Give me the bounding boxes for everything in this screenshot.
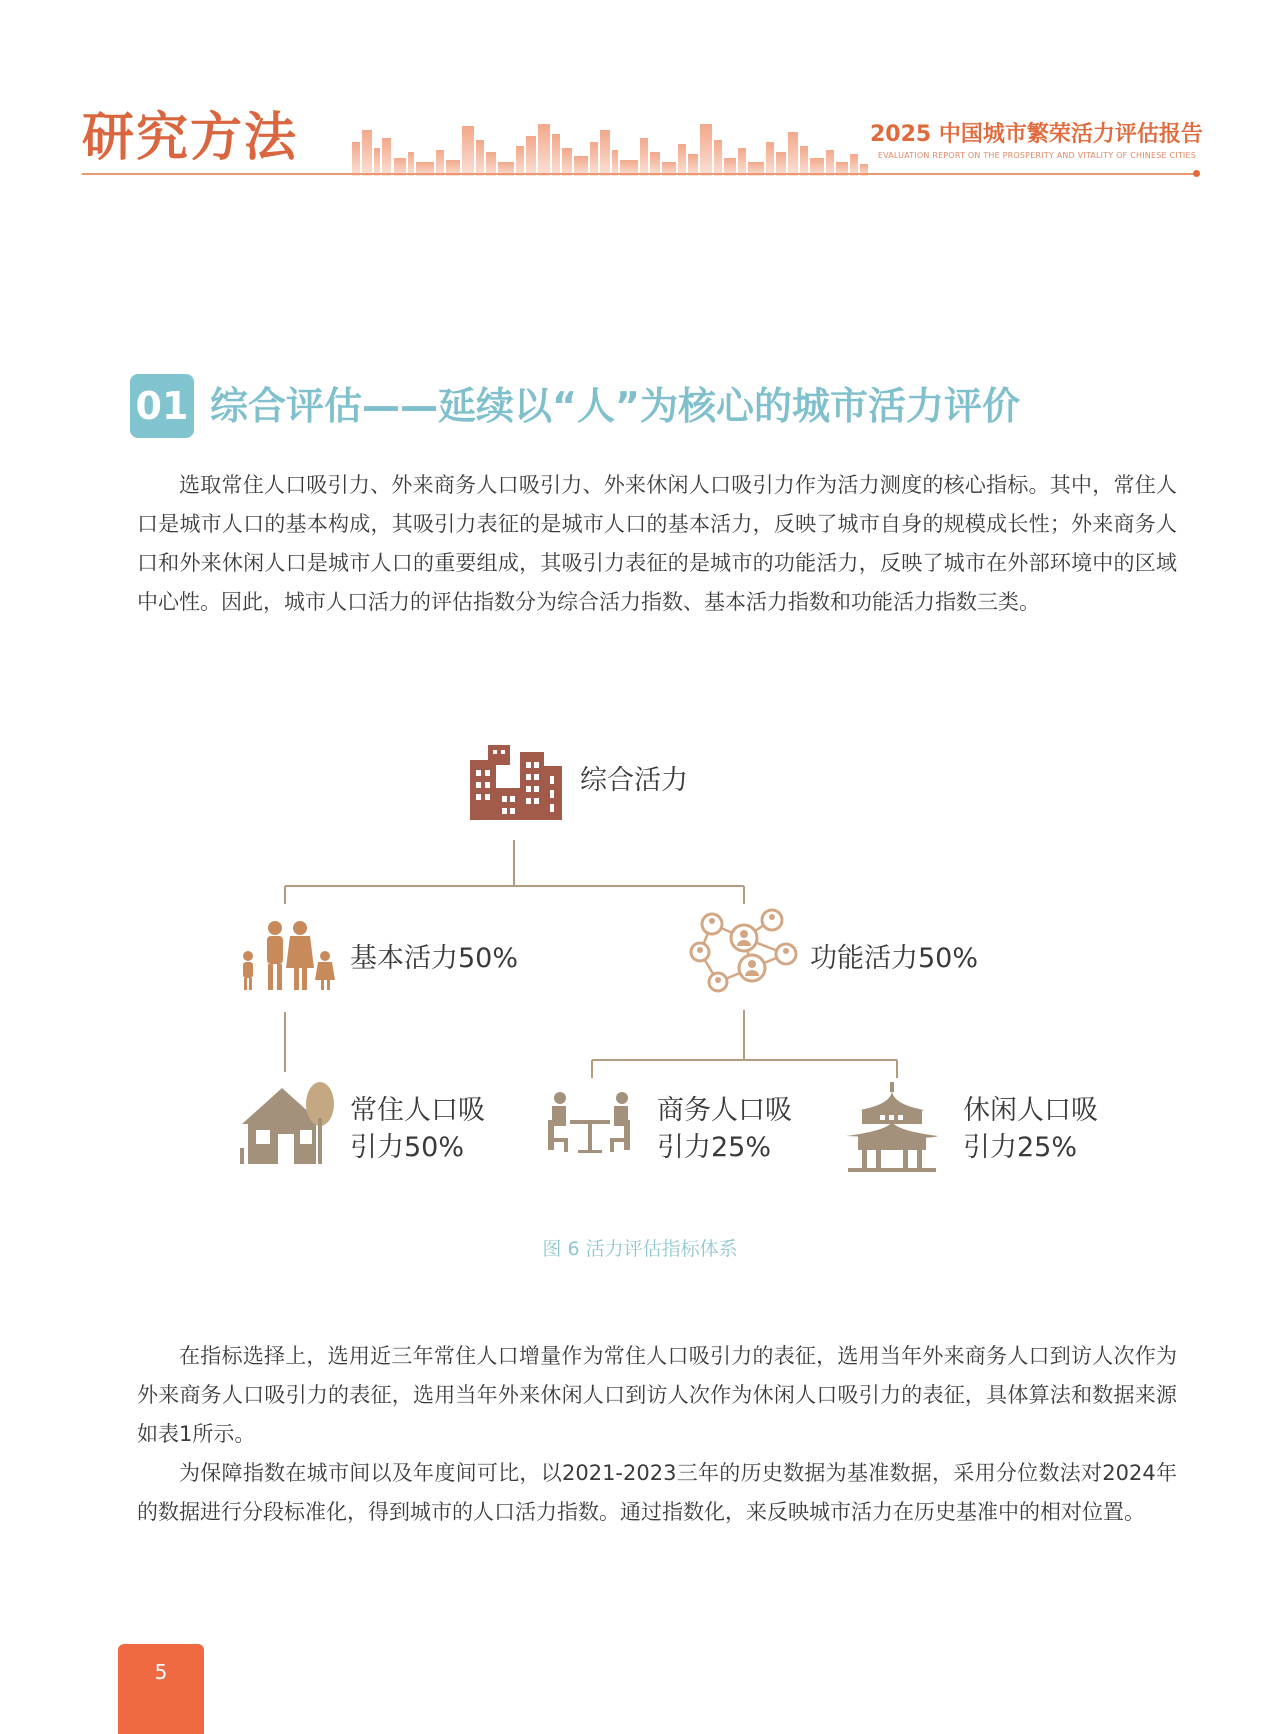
buildings-icon <box>470 745 562 820</box>
section-number-badge: 01 <box>130 374 194 438</box>
header-divider-dot <box>1193 170 1200 177</box>
pavilion-icon <box>846 1082 938 1172</box>
body-paragraph-3: 为保障指数在城市间以及年度间可比，以2021-2023三年的历史数据为基准数据，采用分位数法对2024年的数据进行分段标准化，得到城市的人口活力指数。通过指数化，来反映城市活力在历史基准中的相对位置。 <box>137 1461 1177 1524</box>
house-icon <box>240 1082 334 1164</box>
diagram-functional-label: 功能活力50% <box>810 943 979 974</box>
diagram-business-line2: 引力25% <box>657 1132 772 1163</box>
page-number-tab <box>118 1644 204 1734</box>
diagram-business-label <box>657 1092 792 1166</box>
diagram-leisure-line2: 引力25% <box>963 1132 1078 1163</box>
meeting-icon <box>548 1092 630 1153</box>
page-section-title: 研究方法 <box>82 108 299 168</box>
diagram-resident-label <box>350 1092 485 1166</box>
body-paragraph-2: 在指标选择上，选用近三年常住人口增量作为常住人口吸引力的表征，选用当年外来商务人口到访人次作为外来商务人口吸引力的表征，选用当年外来休闲人口到访人次作为休闲人口吸引力的表征，具体算法和数据来源如表1所示。 <box>137 1344 1177 1446</box>
page-number: 5 <box>154 1660 168 1684</box>
diagram-leisure-label <box>963 1092 1098 1166</box>
report-title: 2025 中国城市繁荣活力评估报告 <box>870 122 1203 147</box>
section-heading: 综合评估——延续以“人”为核心的城市活力评价 <box>210 384 1020 428</box>
figure-caption: 图 6 活力评估指标体系 <box>542 1238 738 1260</box>
diagram-root-label: 综合活力 <box>580 765 688 796</box>
diagram-leisure-line1: 休闲人口吸 <box>963 1095 1098 1126</box>
skyline-decoration <box>350 122 868 176</box>
diagram-resident-line1: 常住人口吸 <box>350 1095 485 1126</box>
header-divider <box>82 173 1196 175</box>
network-people-icon <box>691 910 796 991</box>
diagram-business-line1: 商务人口吸 <box>657 1095 792 1126</box>
diagram-basic-label: 基本活力50% <box>350 943 519 974</box>
family-icon <box>243 921 335 990</box>
body-paragraph-1: 选取常住人口吸引力、外来商务人口吸引力、外来休闲人口吸引力作为活力测度的核心指标。其中，常住人口是城市人口的基本构成，其吸引力表征的是城市人口的基本活力，反映了城市自身的规模成长性；外来商务人口和外来休闲人口是城市人口的重要组成，其吸引力表征的是城市的功能活力，反映了城市在外部环境中的区域中心性。因此，城市人口活力的评估指数分为综合活力指数、基本活力指数和功能活力指数三类。 <box>137 473 1177 614</box>
report-subtitle: EVALUATION REPORT ON THE PROSPERITY AND VITALITY OF CHINESE CITIES <box>877 151 1196 160</box>
diagram-resident-line2: 引力50% <box>350 1132 465 1163</box>
